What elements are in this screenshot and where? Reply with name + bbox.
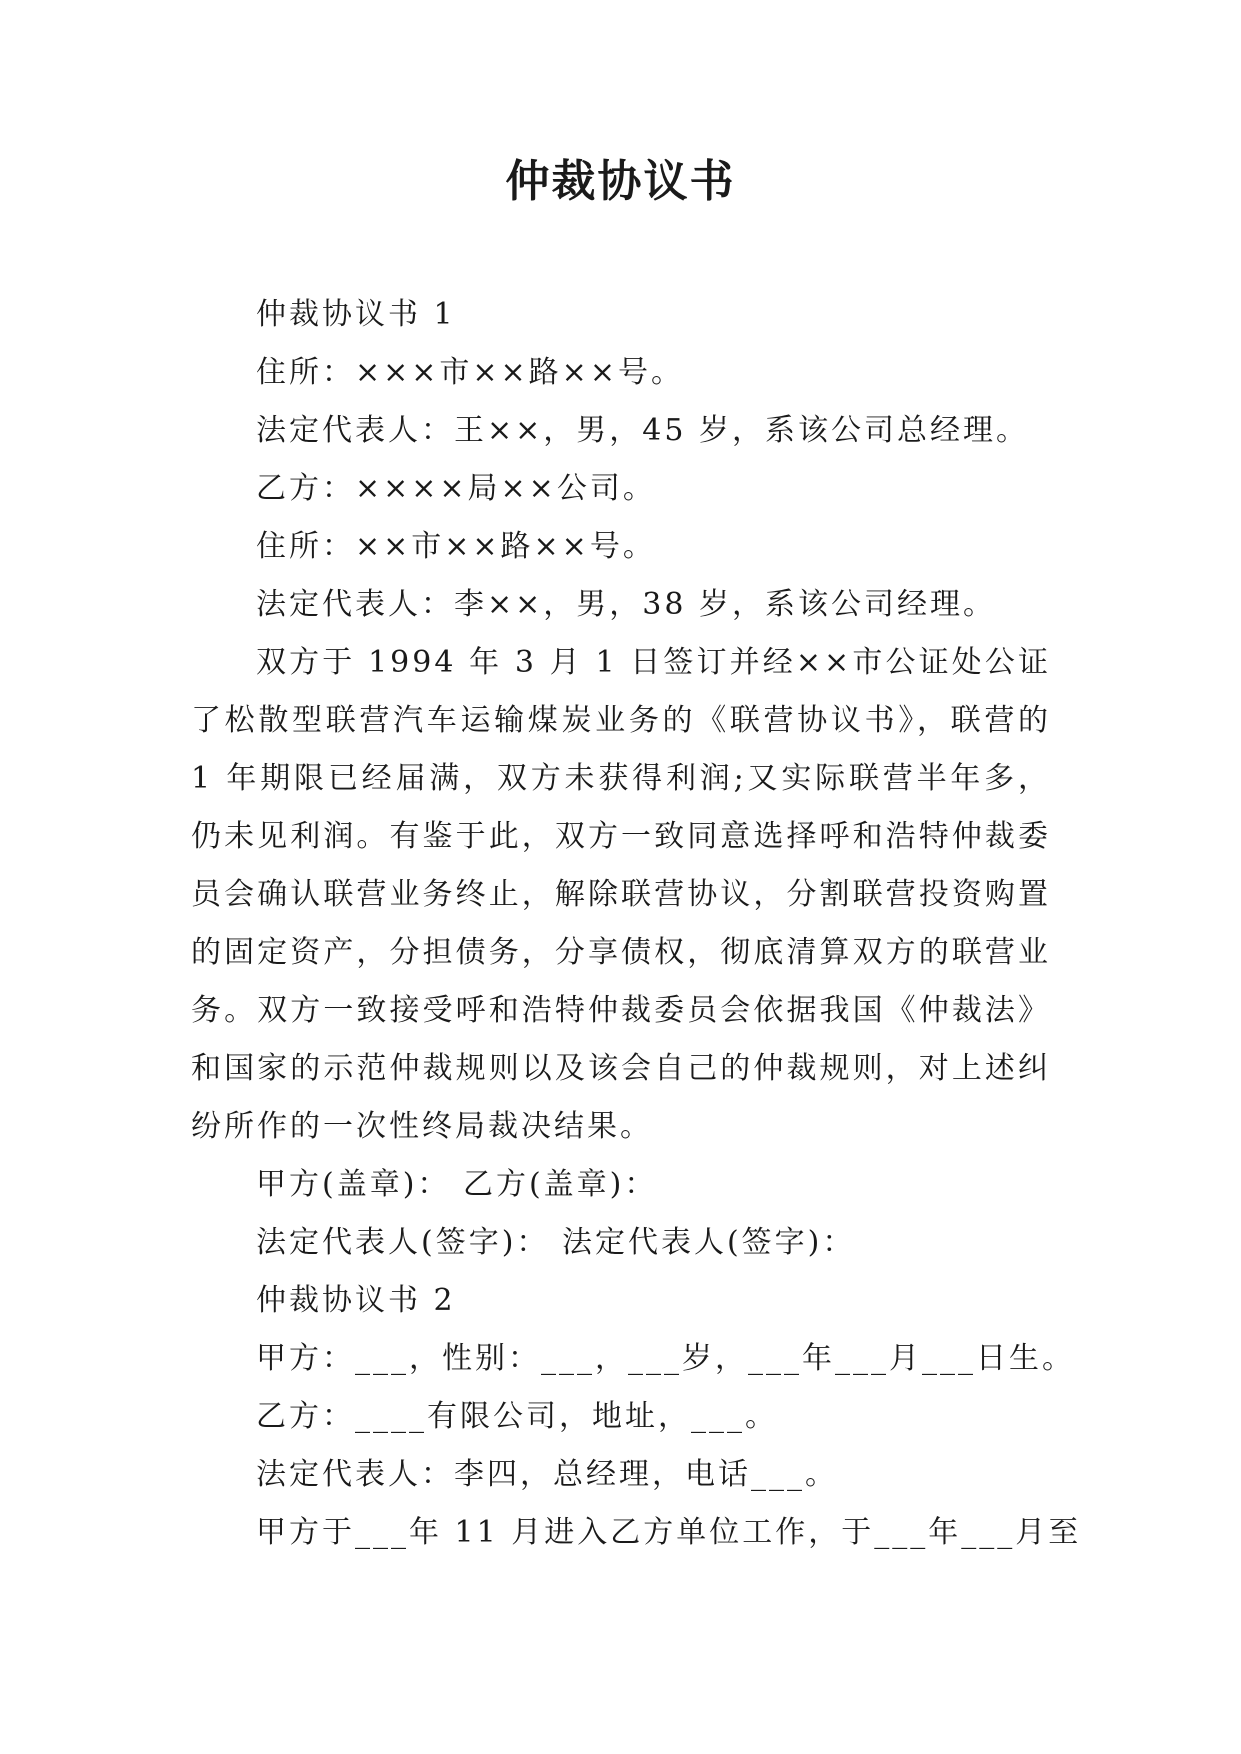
document-body <box>191 286 1082 1562</box>
party-b-name: 乙方：××××局××公司。 <box>256 471 656 506</box>
party-b-representative: 法定代表人：李××，男，38 岁，系该公司经理。 <box>256 587 996 622</box>
party-b-address: 住所：××市××路××号。 <box>256 529 656 564</box>
seal-line: 甲方(盖章)： 乙方(盖章)： <box>256 1167 658 1202</box>
party-b-info-line: 乙方：____有限公司，地址，___。 <box>256 1399 778 1434</box>
employment-line: 甲方于___年 11 月进入乙方单位工作，于___年___月至 <box>256 1515 1082 1550</box>
party-a-address: 住所：×××市××路××号。 <box>256 355 684 390</box>
party-a-info-line: 甲方：___，性别：___，___岁，___年___月___日生。 <box>256 1341 1075 1376</box>
section-heading-1: 仲裁协议书 1 <box>256 297 456 332</box>
signature-line: 法定代表人(签字)： 法定代表人(签字)： <box>256 1225 856 1260</box>
section-heading-2: 仲裁协议书 2 <box>256 1283 456 1318</box>
document-title: 仲裁协议书 <box>505 156 736 207</box>
party-a-representative: 法定代表人：王××，男，45 岁，系该公司总经理。 <box>256 413 1029 448</box>
agreement-paragraph: 双方于 1994 年 3 月 1 日签订并经××市公证处公证了松散型联营汽车运输煤炭业务的《联营协议书》，联营的 1 年期限已经届满，双方未获得利润;又实际联营半年多，仍未见利润。有鉴于此，双方一致同意选择呼和浩特仲裁委员会确认联营业务终止，解除联营协议，分割联营投资购置的固定资产，分担债务，分享债权，彻底清算双方的联营业务。双方一致接受呼和浩特仲裁委员会依据我国《仲裁法》和国家的示范仲裁规则以及该会自己的仲裁规则，对上述纠纷所作的一次性终局裁决结果。 <box>191 645 1051 1144</box>
legal-representative-line: 法定代表人：李四，总经理，电话___。 <box>256 1457 838 1492</box>
